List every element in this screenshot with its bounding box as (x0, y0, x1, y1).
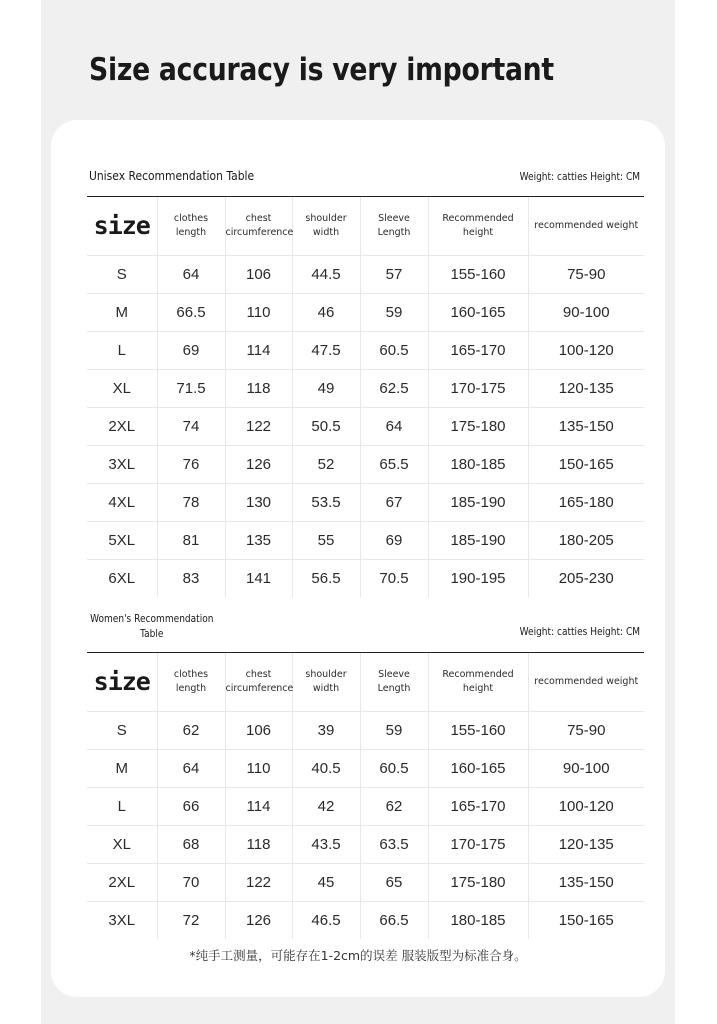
recommended-weight-cell: 150-165 (558, 912, 614, 929)
sleeve-length-cell: 59 (360, 712, 428, 750)
shoulder-width-cell: 50.5 (292, 408, 360, 446)
recommended-weight-cell: 135-150 (528, 864, 644, 902)
women-header (87, 602, 644, 653)
unisex-table-title: Unisex Recommendation Table (89, 168, 255, 183)
recommended-height-cell: 170-175 (428, 370, 528, 408)
recommended-weight-cell: 75-90 (528, 256, 644, 294)
women-section (87, 602, 644, 939)
clothes-length-column-header: clothes length (157, 653, 225, 712)
clothes-length-cell: 66.5 (157, 294, 225, 332)
chest-circumference-cell: 126 (225, 902, 292, 940)
sleeve-length-cell: 66.5 (360, 902, 428, 940)
recommended-height-cell: 190-195 (428, 560, 528, 598)
sleeve-length-cell: 67 (360, 484, 428, 522)
clothes-length-cell: 62 (157, 712, 225, 750)
shoulder-width-cell: 55 (292, 522, 360, 560)
chest-circumference-cell: 122 (225, 864, 292, 902)
size-cell: 2XL (87, 864, 157, 902)
recommended-weight-cell: 205-230 (558, 570, 614, 587)
sleeve-length-cell: 60.5 (360, 332, 428, 370)
recommended-height-cell: 170-175 (428, 826, 528, 864)
sleeve-length-column-header: Sleeve Length (360, 197, 428, 256)
shoulder-width-cell: 56.5 (292, 560, 360, 598)
size-cell: 3XL (87, 446, 157, 484)
table-row (87, 712, 644, 750)
chest-circumference-cell: 122 (225, 408, 292, 446)
table-row (87, 826, 644, 864)
sleeve-length-cell: 63.5 (360, 826, 428, 864)
recommended-weight-cell: 100-120 (528, 788, 644, 826)
shoulder-width-cell: 45 (292, 864, 360, 902)
sleeve-length-cell: 60.5 (360, 750, 428, 788)
shoulder-width-cell: 42 (292, 788, 360, 826)
unisex-header (87, 156, 644, 197)
clothes-length-cell: 83 (157, 560, 225, 598)
clothes-length-cell: 66 (157, 788, 225, 826)
table-row (87, 294, 644, 332)
size-cell: 5XL (87, 522, 157, 560)
measurement-note: *纯手工测量，可能存在1-2cm的误差 服装版型为标准合身。 (189, 948, 527, 963)
clothes-length-cell: 81 (157, 522, 225, 560)
table-row (87, 332, 644, 370)
sleeve-length-cell: 64 (360, 408, 428, 446)
size-cell: XL (87, 826, 157, 864)
recommended-height-cell: 180-185 (428, 902, 528, 940)
women-size-table (87, 653, 644, 939)
shoulder-width-cell: 44.5 (292, 256, 360, 294)
women-table-body (87, 712, 644, 940)
page-background (41, 0, 675, 1024)
clothes-length-cell: 71.5 (157, 370, 225, 408)
size-cell: XL (87, 370, 157, 408)
size-column-header: size (87, 197, 157, 256)
sleeve-length-cell: 65.5 (360, 446, 428, 484)
size-cell: 2XL (87, 408, 157, 446)
recommended-height-cell: 155-160 (428, 712, 528, 750)
size-cell: L (87, 788, 157, 826)
chest-circumference-cell: 130 (225, 484, 292, 522)
table-row (87, 256, 644, 294)
chest-circumference-cell: 118 (225, 370, 292, 408)
recommended-height-cell: 175-180 (428, 864, 528, 902)
recommended-height-cell: 185-190 (428, 484, 528, 522)
table-row (87, 446, 644, 484)
shoulder-width-cell: 49 (292, 370, 360, 408)
clothes-length-cell: 70 (157, 864, 225, 902)
recommended-weight-cell: 75-90 (528, 712, 644, 750)
recommended-height-cell: 155-160 (428, 256, 528, 294)
chest-circumference-cell: 110 (225, 750, 292, 788)
recommended-weight-cell: 165-180 (528, 484, 644, 522)
size-cell: 6XL (87, 560, 157, 598)
recommended-weight-cell: 120-135 (528, 826, 644, 864)
table-row (87, 864, 644, 902)
recommended-weight-cell: 90-100 (528, 294, 644, 332)
sleeve-length-cell: 65 (360, 864, 428, 902)
recommended-weight-cell: 180-205 (528, 522, 644, 560)
recommended-weight-column-header: recommended weight (528, 653, 644, 712)
chest-circumference-cell: 135 (225, 522, 292, 560)
table-row (87, 560, 644, 598)
page-title: Size accuracy is very important (89, 52, 554, 88)
shoulder-width-cell: 46.5 (292, 902, 360, 940)
shoulder-width-cell: 52 (292, 446, 360, 484)
size-column-header: size (87, 653, 157, 712)
sleeve-length-cell: 70.5 (360, 560, 428, 598)
size-cell: S (87, 256, 157, 294)
sleeve-length-cell: 59 (360, 294, 428, 332)
sleeve-length-cell: 62 (360, 788, 428, 826)
clothes-length-cell: 64 (157, 750, 225, 788)
shoulder-width-cell: 40.5 (292, 750, 360, 788)
unisex-table-body (87, 256, 644, 598)
size-cell: S (87, 712, 157, 750)
size-cell: 3XL (87, 902, 157, 940)
table-header-row (87, 197, 644, 256)
recommended-weight-cell: 120-135 (528, 370, 644, 408)
clothes-length-cell: 72 (157, 902, 225, 940)
shoulder-width-cell: 43.5 (292, 826, 360, 864)
recommended-height-cell: 160-165 (428, 294, 528, 332)
recommended-height-column-header: Recommended height (428, 653, 528, 712)
table-row (87, 902, 644, 940)
size-cell: M (87, 750, 157, 788)
recommended-height-cell: 160-165 (428, 750, 528, 788)
chest-circumference-cell: 141 (225, 560, 292, 598)
clothes-length-cell: 68 (157, 826, 225, 864)
recommended-height-cell: 180-185 (428, 446, 528, 484)
clothes-length-cell: 78 (157, 484, 225, 522)
size-chart-card (51, 120, 665, 997)
table-row (87, 408, 644, 446)
clothes-length-cell: 74 (157, 408, 225, 446)
recommended-height-cell: 165-170 (428, 332, 528, 370)
unisex-size-table (87, 197, 644, 597)
recommended-height-cell: 185-190 (428, 522, 528, 560)
chest-circumference-cell: 126 (225, 446, 292, 484)
shoulder-width-column-header: shoulder width (292, 653, 360, 712)
sleeve-length-cell: 62.5 (360, 370, 428, 408)
recommended-weight-cell: 135-150 (528, 408, 644, 446)
recommended-height-cell: 175-180 (428, 408, 528, 446)
table-row (87, 522, 644, 560)
clothes-length-column-header: clothes length (157, 197, 225, 256)
clothes-length-cell: 64 (157, 256, 225, 294)
shoulder-width-column-header: shoulder width (292, 197, 360, 256)
recommended-height-cell: 165-170 (428, 788, 528, 826)
sleeve-length-column-header: Sleeve Length (360, 653, 428, 712)
unisex-unit-label: Weight: catties Height: CM (519, 171, 640, 183)
chest-circumference-cell: 106 (225, 712, 292, 750)
recommended-weight-cell: 90-100 (528, 750, 644, 788)
clothes-length-cell: 69 (157, 332, 225, 370)
sleeve-length-cell: 69 (360, 522, 428, 560)
shoulder-width-cell: 47.5 (292, 332, 360, 370)
chest-circumference-cell: 118 (225, 826, 292, 864)
chest-circumference-cell: 110 (225, 294, 292, 332)
women-table-title: Women's Recommendation Table (90, 613, 214, 640)
size-cell: L (87, 332, 157, 370)
shoulder-width-cell: 39 (292, 712, 360, 750)
chest-circumference-cell: 114 (225, 332, 292, 370)
chest-circumference-cell: 106 (225, 256, 292, 294)
recommended-weight-column-header: recommended weight (528, 197, 644, 256)
table-header-row (87, 653, 644, 712)
size-cell: M (87, 294, 157, 332)
table-row (87, 370, 644, 408)
recommended-height-column-header: Recommended height (428, 197, 528, 256)
recommended-weight-cell: 150-165 (528, 446, 644, 484)
size-cell: 4XL (87, 484, 157, 522)
clothes-length-cell: 76 (157, 446, 225, 484)
table-row (87, 750, 644, 788)
shoulder-width-cell: 46 (292, 294, 360, 332)
chest-circumference-cell: 114 (225, 788, 292, 826)
chest-circumference-column-header: chest circumference (225, 197, 292, 256)
unisex-section (87, 156, 644, 597)
chest-circumference-column-header: chest circumference (225, 653, 292, 712)
shoulder-width-cell: 53.5 (292, 484, 360, 522)
recommended-weight-cell: 100-120 (528, 332, 644, 370)
table-row (87, 484, 644, 522)
table-row (87, 788, 644, 826)
sleeve-length-cell: 57 (360, 256, 428, 294)
women-unit-label: Weight: catties Height: CM (519, 626, 640, 638)
